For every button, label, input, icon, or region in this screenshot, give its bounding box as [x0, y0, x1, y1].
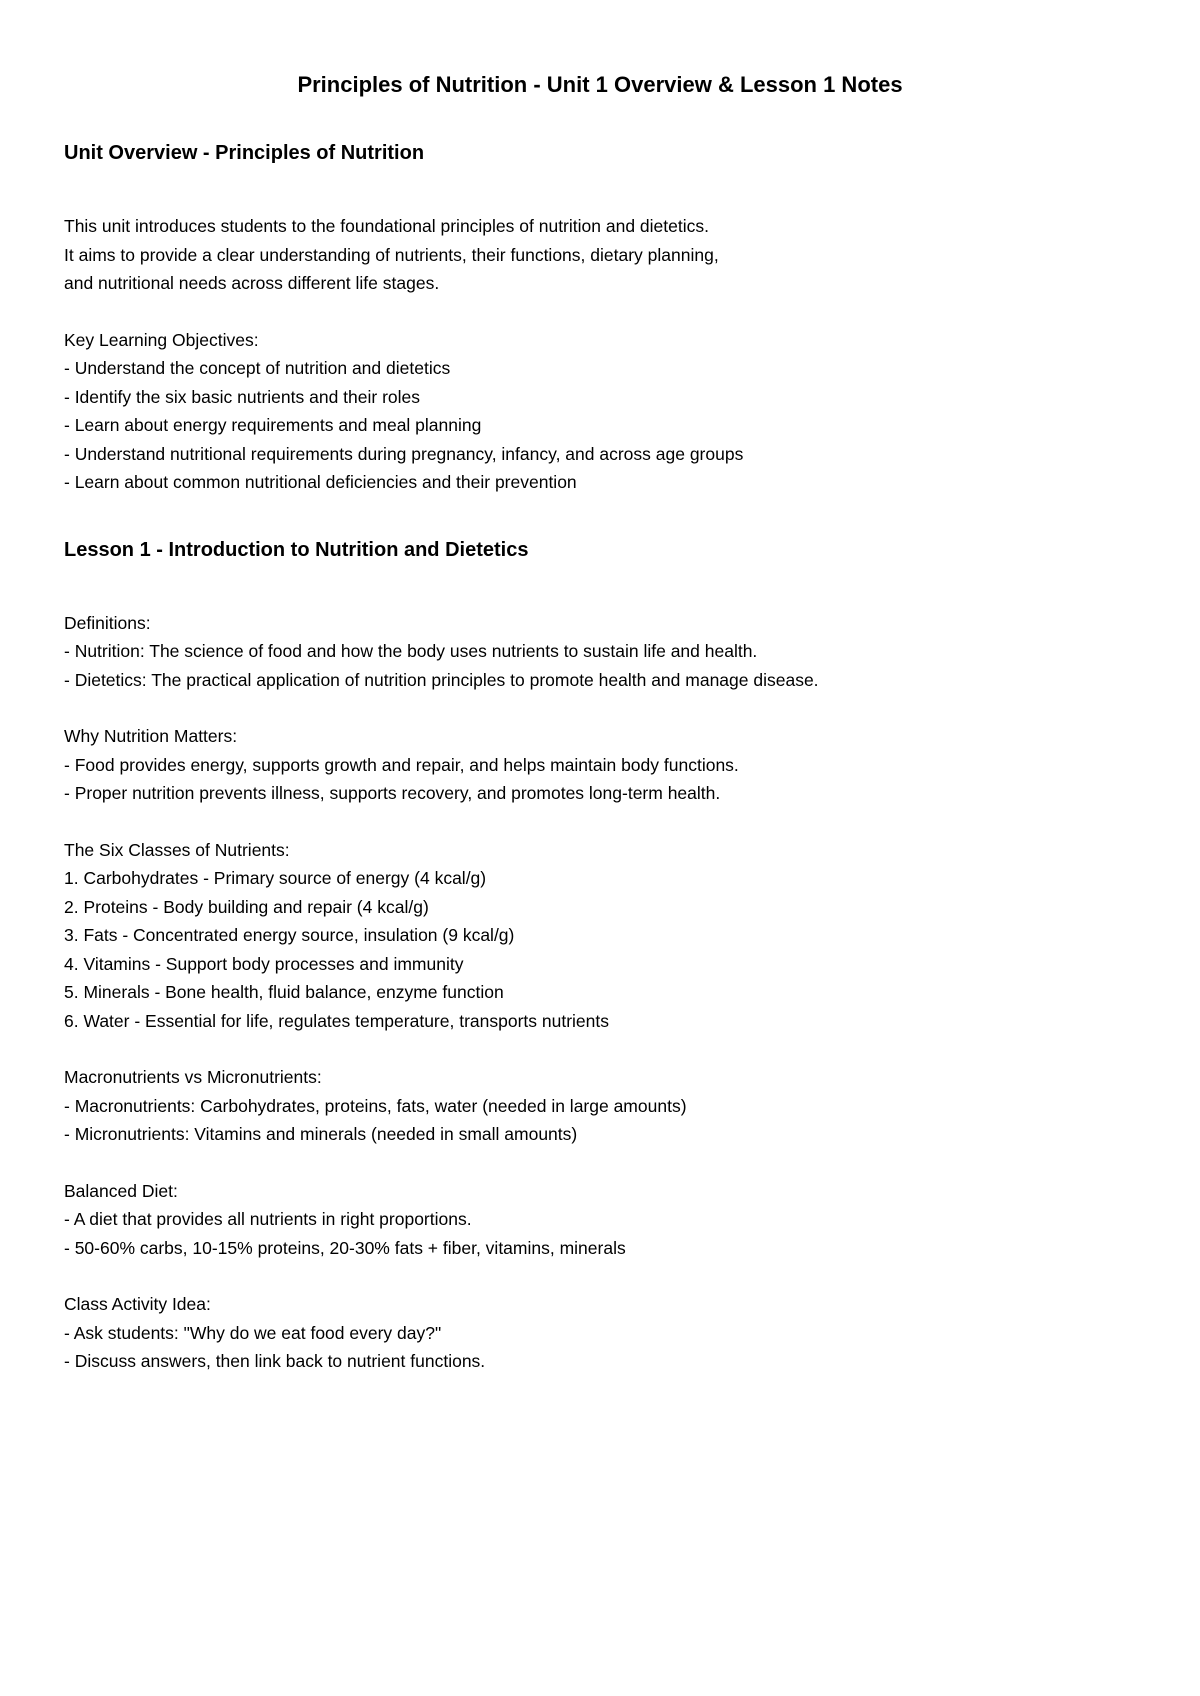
list-item: 1. Carbohydrates - Primary source of energy (4 kcal/g) — [64, 868, 487, 888]
class-activity-label: Class Activity Idea: — [64, 1294, 211, 1314]
list-item: - Discuss answers, then link back to nutrient functions. — [64, 1351, 486, 1371]
list-item: - Identify the six basic nutrients and their roles — [64, 386, 421, 407]
unit-overview-heading: Unit Overview - Principles of Nutrition — [64, 142, 425, 164]
intro-line: It aims to provide a clear understanding of nutrients, their functions, dietary planning, — [64, 244, 719, 265]
list-item: - Macronutrients: Carbohydrates, proteins, fats, water (needed in large amounts) — [64, 1095, 687, 1116]
list-item: - Learn about energy requirements and meal planning — [64, 415, 482, 435]
list-item: - Nutrition: The science of food and how the body uses nutrients to sustain life and health. — [64, 641, 758, 661]
list-item: - Proper nutrition prevents illness, supports recovery, and promotes long-term health. — [64, 783, 721, 803]
list-item: 4. Vitamins - Support body processes and immunity — [64, 953, 464, 974]
list-item: 2. Proteins - Body building and repair (4 kcal/g) — [64, 896, 429, 917]
list-item: - Micronutrients: Vitamins and minerals (needed in small amounts) — [64, 1124, 578, 1144]
list-item: - Food provides energy, supports growth and repair, and helps maintain body functions. — [64, 754, 739, 775]
list-item: 6. Water - Essential for life, regulates temperature, transports nutrients — [64, 1010, 610, 1031]
intro-line: and nutritional needs across different life stages. — [64, 273, 440, 293]
intro-line: This unit introduces students to the foundational principles of nutrition and dietetics. — [64, 216, 709, 236]
six-classes-list — [64, 864, 1144, 1035]
definitions-list — [64, 637, 1144, 694]
objectives-label: Key Learning Objectives: — [64, 329, 259, 350]
document-body — [64, 140, 1144, 1376]
balanced-diet-list — [64, 1205, 1144, 1262]
six-classes-label: The Six Classes of Nutrients: — [64, 839, 290, 860]
list-item: 5. Minerals - Bone health, fluid balance, enzyme function — [64, 982, 504, 1002]
macro-micro-label: Macronutrients vs Micronutrients: — [64, 1067, 322, 1087]
list-item: - Understand nutritional requirements during pregnancy, infancy, and across age groups — [64, 443, 744, 464]
balanced-diet-label: Balanced Diet: — [64, 1180, 178, 1201]
list-item: - Dietetics: The practical application of nutrition principles to promote health and manage disease. — [64, 669, 819, 690]
list-item: - Understand the concept of nutrition and dietetics — [64, 358, 451, 378]
why-matters-list — [64, 751, 1144, 808]
why-matters-label: Why Nutrition Matters: — [64, 726, 238, 746]
list-item: 3. Fats - Concentrated energy source, insulation (9 kcal/g) — [64, 925, 515, 945]
class-activity-list — [64, 1319, 1144, 1376]
unit-overview-intro — [64, 212, 1144, 298]
lesson1-heading: Lesson 1 - Introduction to Nutrition and Dietetics — [64, 538, 529, 561]
definitions-label: Definitions: — [64, 612, 151, 633]
list-item: - Ask students: "Why do we eat food every day?" — [64, 1322, 442, 1343]
document-title: Principles of Nutrition - Unit 1 Overview & Lesson 1 Notes — [297, 72, 903, 97]
list-item: - Learn about common nutritional deficiencies and their prevention — [64, 472, 577, 492]
objectives-list — [64, 354, 1144, 497]
list-item: - A diet that provides all nutrients in right proportions. — [64, 1209, 472, 1229]
macro-micro-list — [64, 1092, 1144, 1149]
list-item: - 50-60% carbs, 10-15% proteins, 20-30% fats + fiber, vitamins, minerals — [64, 1237, 626, 1258]
